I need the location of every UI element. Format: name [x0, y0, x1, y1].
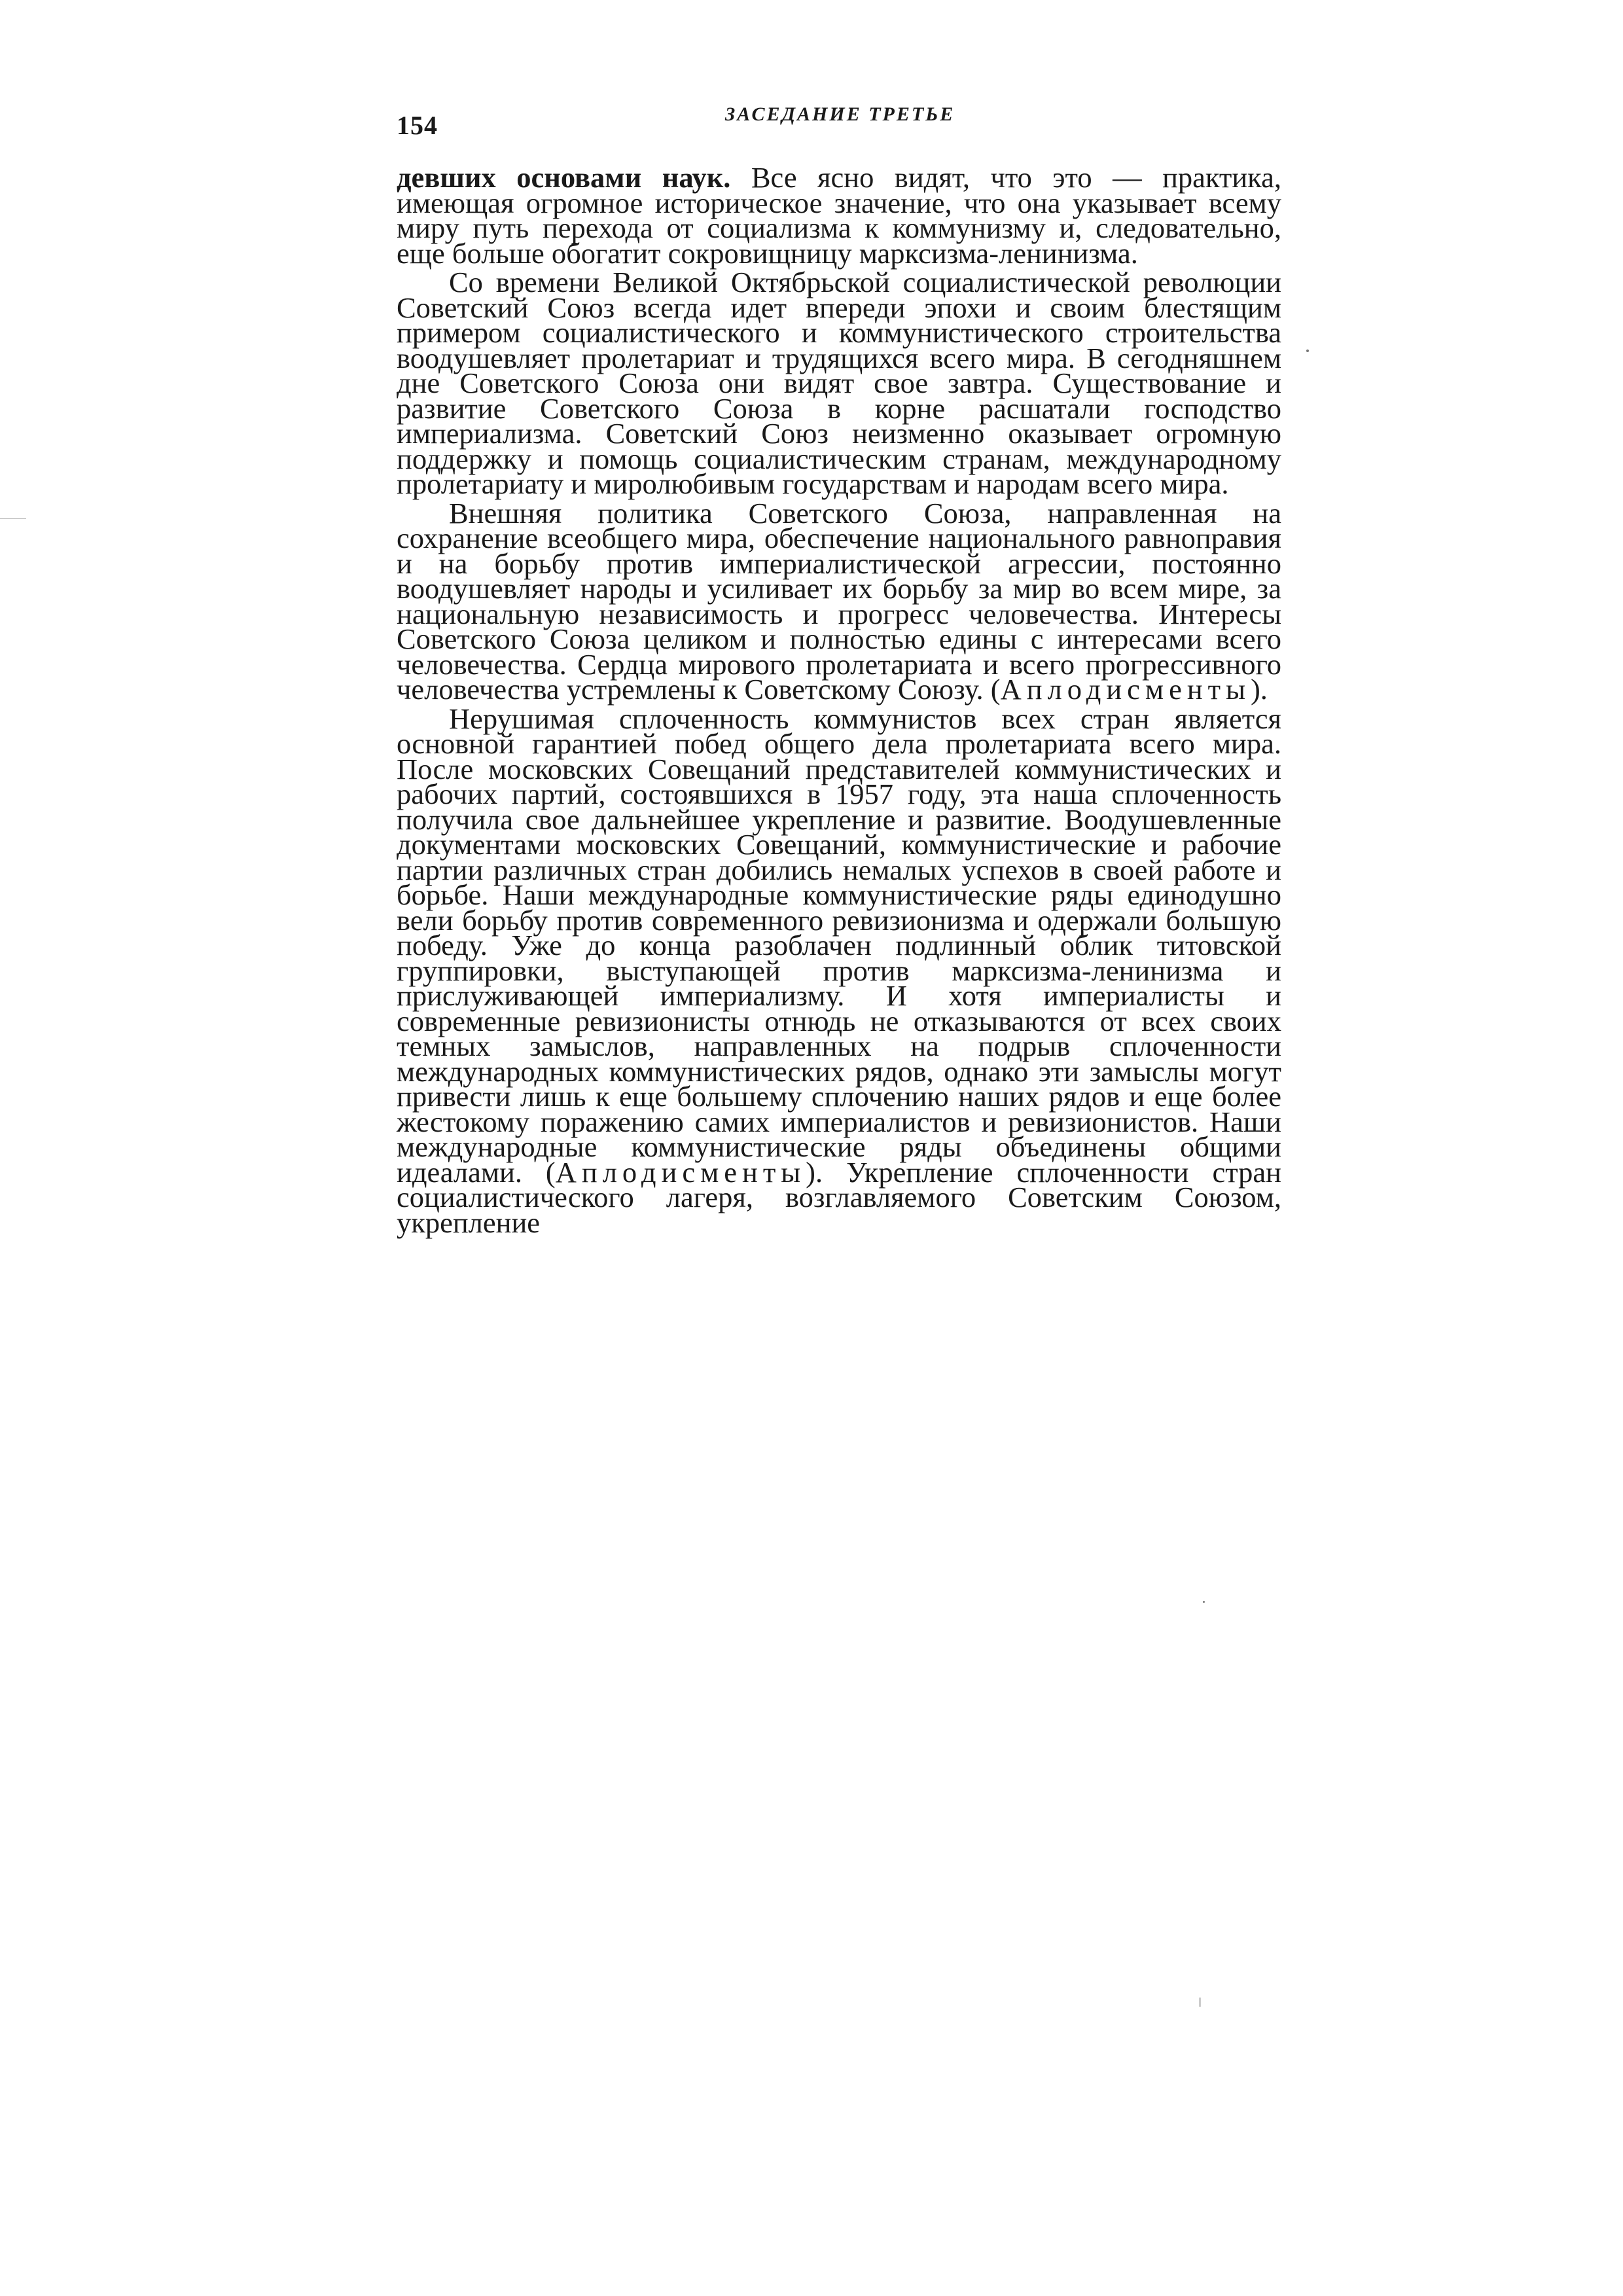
applause-remark: Аплодисменты — [555, 1155, 806, 1189]
paragraph-3-tail: ). — [1250, 673, 1268, 706]
paragraph-4 — [397, 702, 1281, 1239]
paragraph-1 — [397, 161, 1281, 270]
body-text — [397, 161, 1281, 1239]
paragraph-3-text: Внешняя политика Советского Союза, направленная на сохранение всеобщего мира, обеспечение национального равноправия и на борьбу против империалистической агрессии, постоянно воодушевляет народы и усиливает их борьбу за мир во всем мире, за национальную независимость и прогресс человечества. Интересы Советского Союза целиком и полностью едины с интересами всего человечества. Сердца мирового пролетариата и всего прогрессивного человечества устремлены к Советскому Союзу. ( — [397, 496, 1281, 706]
paragraph-3 — [397, 496, 1281, 706]
paragraph-1-lead: девших основами наук. — [397, 161, 731, 194]
page-number: 154 — [397, 111, 438, 140]
applause-remark: Аплодисменты — [1000, 673, 1251, 706]
running-head: ЗАСЕДАНИЕ ТРЕТЬЕ — [725, 103, 955, 125]
paragraph-2 — [397, 266, 1281, 500]
scan-speck — [1306, 350, 1309, 352]
scan-margin-mark — [0, 518, 26, 519]
scan-speck — [1203, 1601, 1205, 1603]
paragraph-1-text: Все ясно видят, что это — практика, имеющая огромное историческое значение, что она указывает всему миру путь перехода от социализма к коммунизму и, следовательно, еще больше обогатит сокровищницу марксизма-ленинизма. — [397, 161, 1281, 270]
scan-margin-mark — [1199, 1998, 1201, 2007]
paragraph-4-text: Нерушимая сплоченность коммунистов всех стран является основной гарантией побед общего дела пролетариата всего мира. После московских Совещаний представителей коммунистических и рабочих партий, состоявшихся в 1957 году, эта наша сплоченность получила свое дальнейшее укрепление и развитие. Воодушевленные документами московских Совещаний, коммунистические и рабочие партии различных стран добились немалых успехов в своей работе и борьбе. Наши международные коммунистические ряды единодушно вели борьбу против современного ревизионизма и одержали большую победу. Уже до конца разоблачен подлинный облик титовской группировки, выступающей против марксизма-ленинизма и прислуживающей империализму. И хотя империалисты и современные ревизионисты отнюдь не отказываются от всех своих темных замыслов, направленных на подрыв сплоченности международных коммунистических рядов, однако эти замыслы могут привести лишь к еще большему сплочению наших рядов и еще более жестокому поражению самих империалистов и ревизионистов. Наши международные коммунистические ряды объединены общими идеалами. ( — [397, 702, 1281, 1189]
paragraph-2-text: Со времени Великой Октябрьской социалистической революции Советский Союз всегда идет впереди эпохи и своим блестящим примером социалистического и коммунистического строительства воодушевляет пролетариат и трудящихся всего мира. В сегодняшнем дне Советского Союза они видят свое завтра. Существование и развитие Советского Союза в корне расшатали господство империализма. Советский Союз неизменно оказывает огромную поддержку и помощь социалистическим странам, международному пролетариату и миролюбивым государствам и народам всего мира. — [397, 266, 1281, 500]
paragraph-4-tail: ). Укрепление сплоченности стран социалистического лагеря, возглавляемого Советским Союзом, укрепление — [397, 1155, 1281, 1239]
